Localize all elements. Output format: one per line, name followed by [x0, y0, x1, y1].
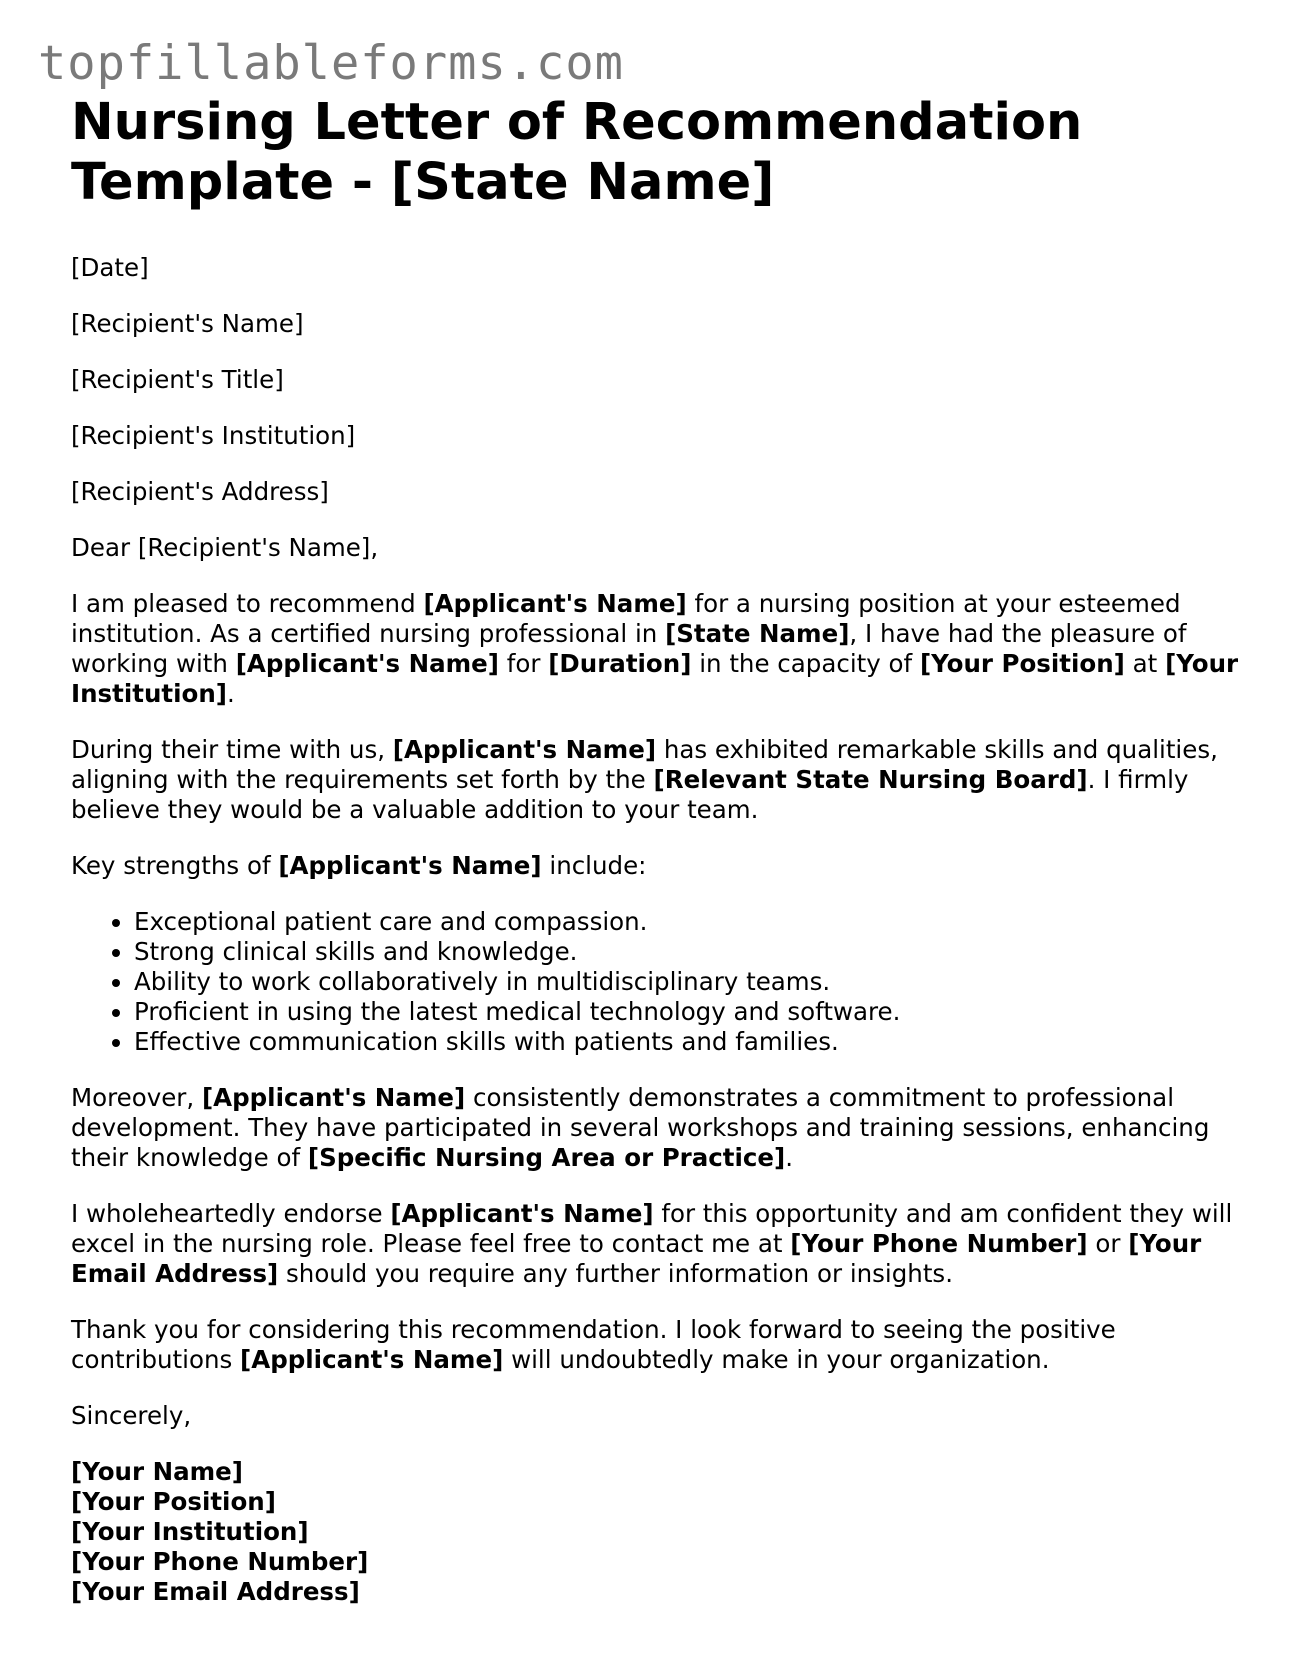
signature-institution: [Your Institution] — [71, 1517, 309, 1546]
watermark: topfillableforms.com — [38, 36, 624, 91]
recipient-title-line: [Recipient's Title] — [71, 365, 284, 394]
signature-name: [Your Name] — [71, 1457, 243, 1486]
text-segment: for — [498, 649, 549, 678]
text-segment: . I firmly believe they would be a valuable addition to your team. — [71, 765, 1189, 824]
placeholder-applicant-name: [Applicant's Name] — [235, 649, 499, 678]
placeholder-duration: [Duration] — [548, 649, 692, 678]
paragraph-development — [71, 1083, 1251, 1173]
text-segment: include: — [541, 851, 647, 880]
text-segment: will undoubtedly make in your organization. — [503, 1345, 1050, 1374]
date-line: [Date] — [71, 253, 149, 282]
letter-content — [71, 93, 1251, 1607]
text-segment: During their time with us, — [71, 735, 393, 764]
paragraph-endorsement — [71, 1199, 1251, 1289]
placeholder-nursing-area: [Specific Nursing Area or Practice] — [307, 1143, 786, 1172]
paragraph-intro — [71, 589, 1251, 709]
recipient-institution-line: [Recipient's Institution] — [71, 421, 356, 450]
text-segment: Key strengths of — [71, 851, 279, 880]
list-item: • Effective communication skills with patients and families. — [134, 1027, 1251, 1057]
text-segment: , I have had the pleasure of working with — [71, 619, 1187, 678]
list-item: • Strong clinical skills and knowledge. — [134, 937, 1251, 967]
text-segment: at — [1124, 649, 1166, 678]
text-segment: in the capacity of — [691, 649, 920, 678]
placeholder-applicant-name: [Applicant's Name] — [201, 1083, 466, 1112]
list-item: • Ability to work collaboratively in multidisciplinary teams. — [134, 967, 1251, 997]
recipient-name-line: [Recipient's Name] — [71, 309, 304, 338]
text-segment: has exhibited remarkable skills and qualities, aligning with the requirements set forth by the — [71, 735, 1218, 794]
text-segment: Thank you for considering this recommendation. I look forward to seeing the positive contributions — [71, 1315, 1116, 1374]
text-segment: for a nursing position at your esteemed institution. As a certified nursing professional in — [71, 589, 1181, 648]
placeholder-your-institution: [Your Institution] — [71, 649, 1239, 708]
text-segment: . — [785, 1143, 794, 1172]
text-segment: Moreover, — [71, 1083, 202, 1112]
placeholder-applicant-name: [Applicant's Name] — [278, 851, 542, 880]
closing: Sincerely, — [71, 1401, 192, 1430]
placeholder-applicant-name: [Applicant's Name] — [392, 735, 657, 764]
signature-position: [Your Position] — [71, 1487, 276, 1516]
placeholder-applicant-name: [Applicant's Name] — [240, 1345, 504, 1374]
paragraph-strengths-intro — [71, 851, 1251, 881]
salutation: Dear [Recipient's Name], — [71, 533, 379, 562]
placeholder-nursing-board: [Relevant State Nursing Board] — [653, 765, 1088, 794]
recipient-address-line: [Recipient's Address] — [71, 477, 329, 506]
strengths-list — [71, 907, 1251, 1057]
signature-block — [71, 1457, 1251, 1607]
placeholder-applicant-name: [Applicant's Name] — [423, 589, 687, 618]
text-segment: consistently demonstrates a commitment to professional development. They have participated in several workshops and training sessions, enhancing their knowledge of — [71, 1083, 1210, 1172]
page-title: Nursing Letter of Recommendation Template - [State Name] — [71, 93, 1083, 212]
placeholder-state-name: [State Name] — [665, 619, 850, 648]
text-segment: for this opportunity and am confident they will excel in the nursing role. Please feel free to contact me at — [71, 1199, 1233, 1258]
text-segment: I wholeheartedly endorse — [71, 1199, 391, 1228]
signature-email: [Your Email Address] — [71, 1577, 360, 1606]
list-item: • Exceptional patient care and compassion. — [134, 907, 1251, 937]
placeholder-your-position: [Your Position] — [919, 649, 1125, 678]
paragraph-thanks — [71, 1315, 1251, 1375]
signature-phone: [Your Phone Number] — [71, 1547, 369, 1576]
text-segment: . — [226, 679, 235, 708]
text-segment: or — [1087, 1229, 1129, 1258]
text-segment: I am pleased to recommend — [71, 589, 424, 618]
paragraph-experience — [71, 735, 1251, 825]
placeholder-phone-number: [Your Phone Number] — [790, 1229, 1088, 1258]
placeholder-email-address: [Your Email Address] — [71, 1229, 1202, 1288]
placeholder-applicant-name: [Applicant's Name] — [390, 1199, 654, 1228]
text-segment: should you require any further information or insights. — [278, 1259, 953, 1288]
list-item: • Proficient in using the latest medical technology and software. — [134, 997, 1251, 1027]
letter-body — [71, 253, 1251, 1607]
